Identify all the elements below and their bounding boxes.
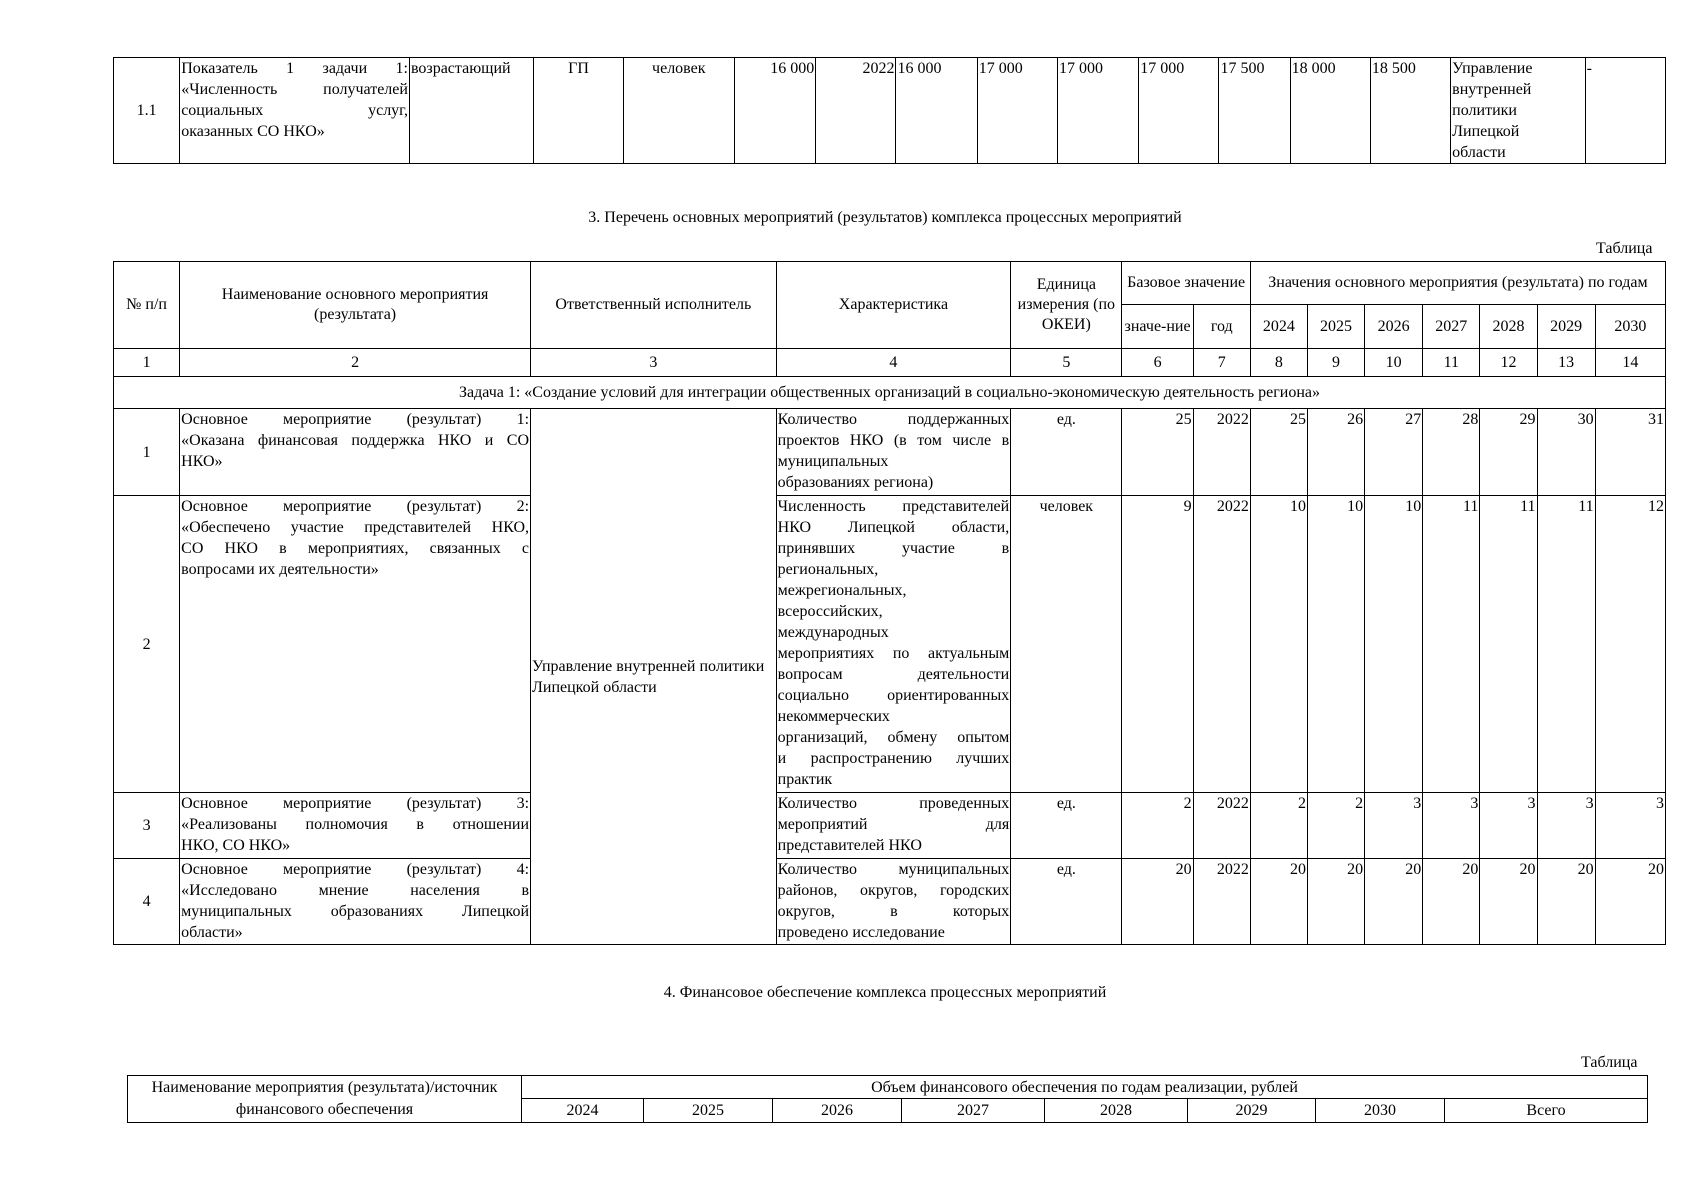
finance-year: 2028 [1045, 1099, 1188, 1123]
indicator-value: 16 000 [896, 58, 977, 164]
finance-name-header: Наименование мероприятия (результата)/источник финансового обеспечения [128, 1076, 522, 1123]
activity-value: 10 [1307, 496, 1364, 793]
activity-value: 20 [1307, 859, 1364, 945]
activity-num: 3 [114, 793, 180, 859]
activity-value: 20 [1537, 859, 1595, 945]
activity-executor: Управление внутренней политики Липецкой области [531, 409, 777, 945]
finance-year: 2029 [1188, 1099, 1316, 1123]
indicator-value: 17 000 [1139, 58, 1219, 164]
header-year: 2027 [1423, 305, 1480, 349]
activity-base-year: 2022 [1193, 496, 1250, 793]
indicator-table [113, 57, 1666, 164]
activity-value: 30 [1537, 409, 1595, 496]
activity-value: 3 [1423, 793, 1480, 859]
activity-characteristic: Количество поддержанных проектов НКО (в том числе в муниципальных образованиях региона) [776, 409, 1011, 496]
indicator-value: 18 500 [1370, 58, 1450, 164]
activity-unit: человек [1011, 496, 1122, 793]
col-number: 10 [1365, 349, 1423, 377]
indicator-value: 17 000 [1057, 58, 1138, 164]
activity-value: 20 [1250, 859, 1307, 945]
indicator-base-value: 16 000 [734, 58, 815, 164]
header-num: № п/п [114, 262, 180, 349]
header-values-by-year: Значения основного мероприятия (результата) по годам [1250, 262, 1665, 305]
activity-num: 1 [114, 409, 180, 496]
header-year: 2028 [1480, 305, 1537, 349]
activity-value: 20 [1595, 859, 1665, 945]
activity-value: 20 [1423, 859, 1480, 945]
activity-name: Основное мероприятие (результат) 3: «Реализованы полномочия в отношении НКО, СО НКО» [180, 793, 531, 859]
col-number: 6 [1122, 349, 1193, 377]
col-number: 12 [1480, 349, 1537, 377]
header-year: 2030 [1595, 305, 1665, 349]
row-number: 1.1 [114, 58, 180, 164]
section3-table-label: Таблица [1596, 240, 1653, 257]
activity-value: 10 [1365, 496, 1423, 793]
activity-value: 10 [1250, 496, 1307, 793]
indicator-responsible: Управление внутренней политики Липецкой области [1451, 58, 1585, 164]
activity-value: 25 [1250, 409, 1307, 496]
activity-value: 12 [1595, 496, 1665, 793]
activity-value: 2 [1307, 793, 1364, 859]
header-executor: Ответственный исполнитель [531, 262, 777, 349]
activity-value: 11 [1537, 496, 1595, 793]
activity-value: 31 [1595, 409, 1665, 496]
activity-row [114, 793, 1666, 859]
activity-base-value: 9 [1122, 496, 1193, 793]
activity-unit: ед. [1011, 859, 1122, 945]
activity-name: Основное мероприятие (результат) 4: «Исследовано мнение населения в муниципальных образованиях Липецкой области» [180, 859, 531, 945]
activity-value: 3 [1595, 793, 1665, 859]
activity-value: 3 [1537, 793, 1595, 859]
activity-value: 11 [1423, 496, 1480, 793]
indicator-extra: - [1585, 58, 1665, 164]
activity-characteristic: Численность представителей НКО Липецкой области, принявших участие в региональных, межрегиональных, всероссийских, международных мероприятиях по актуальным вопросам деятельности социально ориентированных некоммерческих организаций, обмену опытом и распространению лучших практик [776, 496, 1011, 793]
activity-value: 20 [1480, 859, 1537, 945]
indicator-value: 17 500 [1219, 58, 1290, 164]
col-number: 5 [1011, 349, 1122, 377]
header-base-year: год [1193, 305, 1250, 349]
activity-name: Основное мероприятие (результат) 2: «Обеспечено участие представителей НКО, СО НКО в мероприятиях, связанных с вопросами их деятельности» [180, 496, 531, 793]
header-year: 2026 [1365, 305, 1423, 349]
activity-base-year: 2022 [1193, 409, 1250, 496]
activity-num: 4 [114, 859, 180, 945]
activity-value: 27 [1365, 409, 1423, 496]
header-year: 2025 [1307, 305, 1364, 349]
activity-unit: ед. [1011, 793, 1122, 859]
header-row-1 [114, 262, 1666, 305]
activity-value: 26 [1307, 409, 1364, 496]
col-number: 11 [1423, 349, 1480, 377]
task-title: Задача 1: «Создание условий для интеграции общественных организаций в социально-экономическую деятельность региона» [114, 377, 1666, 409]
section4-table-label: Таблица [1581, 1054, 1638, 1071]
col-number: 8 [1250, 349, 1307, 377]
activity-base-value: 20 [1122, 859, 1193, 945]
activity-base-value: 25 [1122, 409, 1193, 496]
col-number: 1 [114, 349, 180, 377]
activity-value: 3 [1365, 793, 1423, 859]
col-number: 3 [531, 349, 777, 377]
col-number: 7 [1193, 349, 1250, 377]
section4-title: 4. Финансовое обеспечение комплекса процессных мероприятий [663, 984, 1107, 1001]
activity-base-year: 2022 [1193, 793, 1250, 859]
activity-value: 28 [1423, 409, 1480, 496]
header-base: Базовое значение [1122, 262, 1250, 305]
activity-characteristic: Количество муниципальных районов, округов, городских округов, в которых проведено исследование [776, 859, 1011, 945]
finance-year: 2030 [1316, 1099, 1445, 1123]
column-numbers-row [114, 349, 1666, 377]
activity-row [114, 496, 1666, 793]
finance-year: 2025 [644, 1099, 773, 1123]
activity-value: 29 [1480, 409, 1537, 496]
header-year: 2029 [1537, 305, 1595, 349]
indicator-value: 18 000 [1290, 58, 1370, 164]
indicator-name: Показатель 1 задачи 1: «Численность получателей социальных услуг, оказанных СО НКО» [180, 58, 410, 164]
activity-row [114, 859, 1666, 945]
header-name: Наименование основного мероприятия (результата) [180, 262, 531, 349]
indicator-base-year: 2022 [816, 58, 896, 164]
header-base-value: значе-ние [1122, 305, 1193, 349]
finance-year: 2024 [522, 1099, 644, 1123]
header-year: 2024 [1250, 305, 1307, 349]
finance-volume-header: Объем финансового обеспечения по годам реализации, рублей [522, 1076, 1648, 1099]
indicator-row [114, 58, 1666, 164]
section3-title: 3. Перечень основных мероприятий (результатов) комплекса процессных мероприятий [588, 209, 1182, 226]
finance-header-row-1 [128, 1076, 1648, 1099]
activity-characteristic: Количество проведенных мероприятий для представителей НКО [776, 793, 1011, 859]
activities-table [113, 261, 1666, 945]
indicator-unit: человек [623, 58, 734, 164]
activity-base-value: 2 [1122, 793, 1193, 859]
activity-base-year: 2022 [1193, 859, 1250, 945]
indicator-level: ГП [534, 58, 623, 164]
activity-value: 2 [1250, 793, 1307, 859]
header-unit: Единица измерения (по ОКЕИ) [1011, 262, 1122, 349]
task-row [114, 377, 1666, 409]
finance-year: 2026 [773, 1099, 902, 1123]
col-number: 13 [1537, 349, 1595, 377]
activity-num: 2 [114, 496, 180, 793]
col-number: 14 [1595, 349, 1665, 377]
finance-table [127, 1075, 1648, 1123]
activity-unit: ед. [1011, 409, 1122, 496]
finance-year: 2027 [902, 1099, 1045, 1123]
indicator-value: 17 000 [977, 58, 1057, 164]
activity-value: 20 [1365, 859, 1423, 945]
activity-row [114, 409, 1666, 496]
header-characteristic: Характеристика [776, 262, 1011, 349]
activity-value: 11 [1480, 496, 1537, 793]
indicator-direction: возрастающий [409, 58, 533, 164]
activity-value: 3 [1480, 793, 1537, 859]
col-number: 4 [776, 349, 1011, 377]
finance-total: Всего [1445, 1099, 1648, 1123]
col-number: 2 [180, 349, 531, 377]
activity-name: Основное мероприятие (результат) 1: «Оказана финансовая поддержка НКО и СО НКО» [180, 409, 531, 496]
col-number: 9 [1307, 349, 1364, 377]
